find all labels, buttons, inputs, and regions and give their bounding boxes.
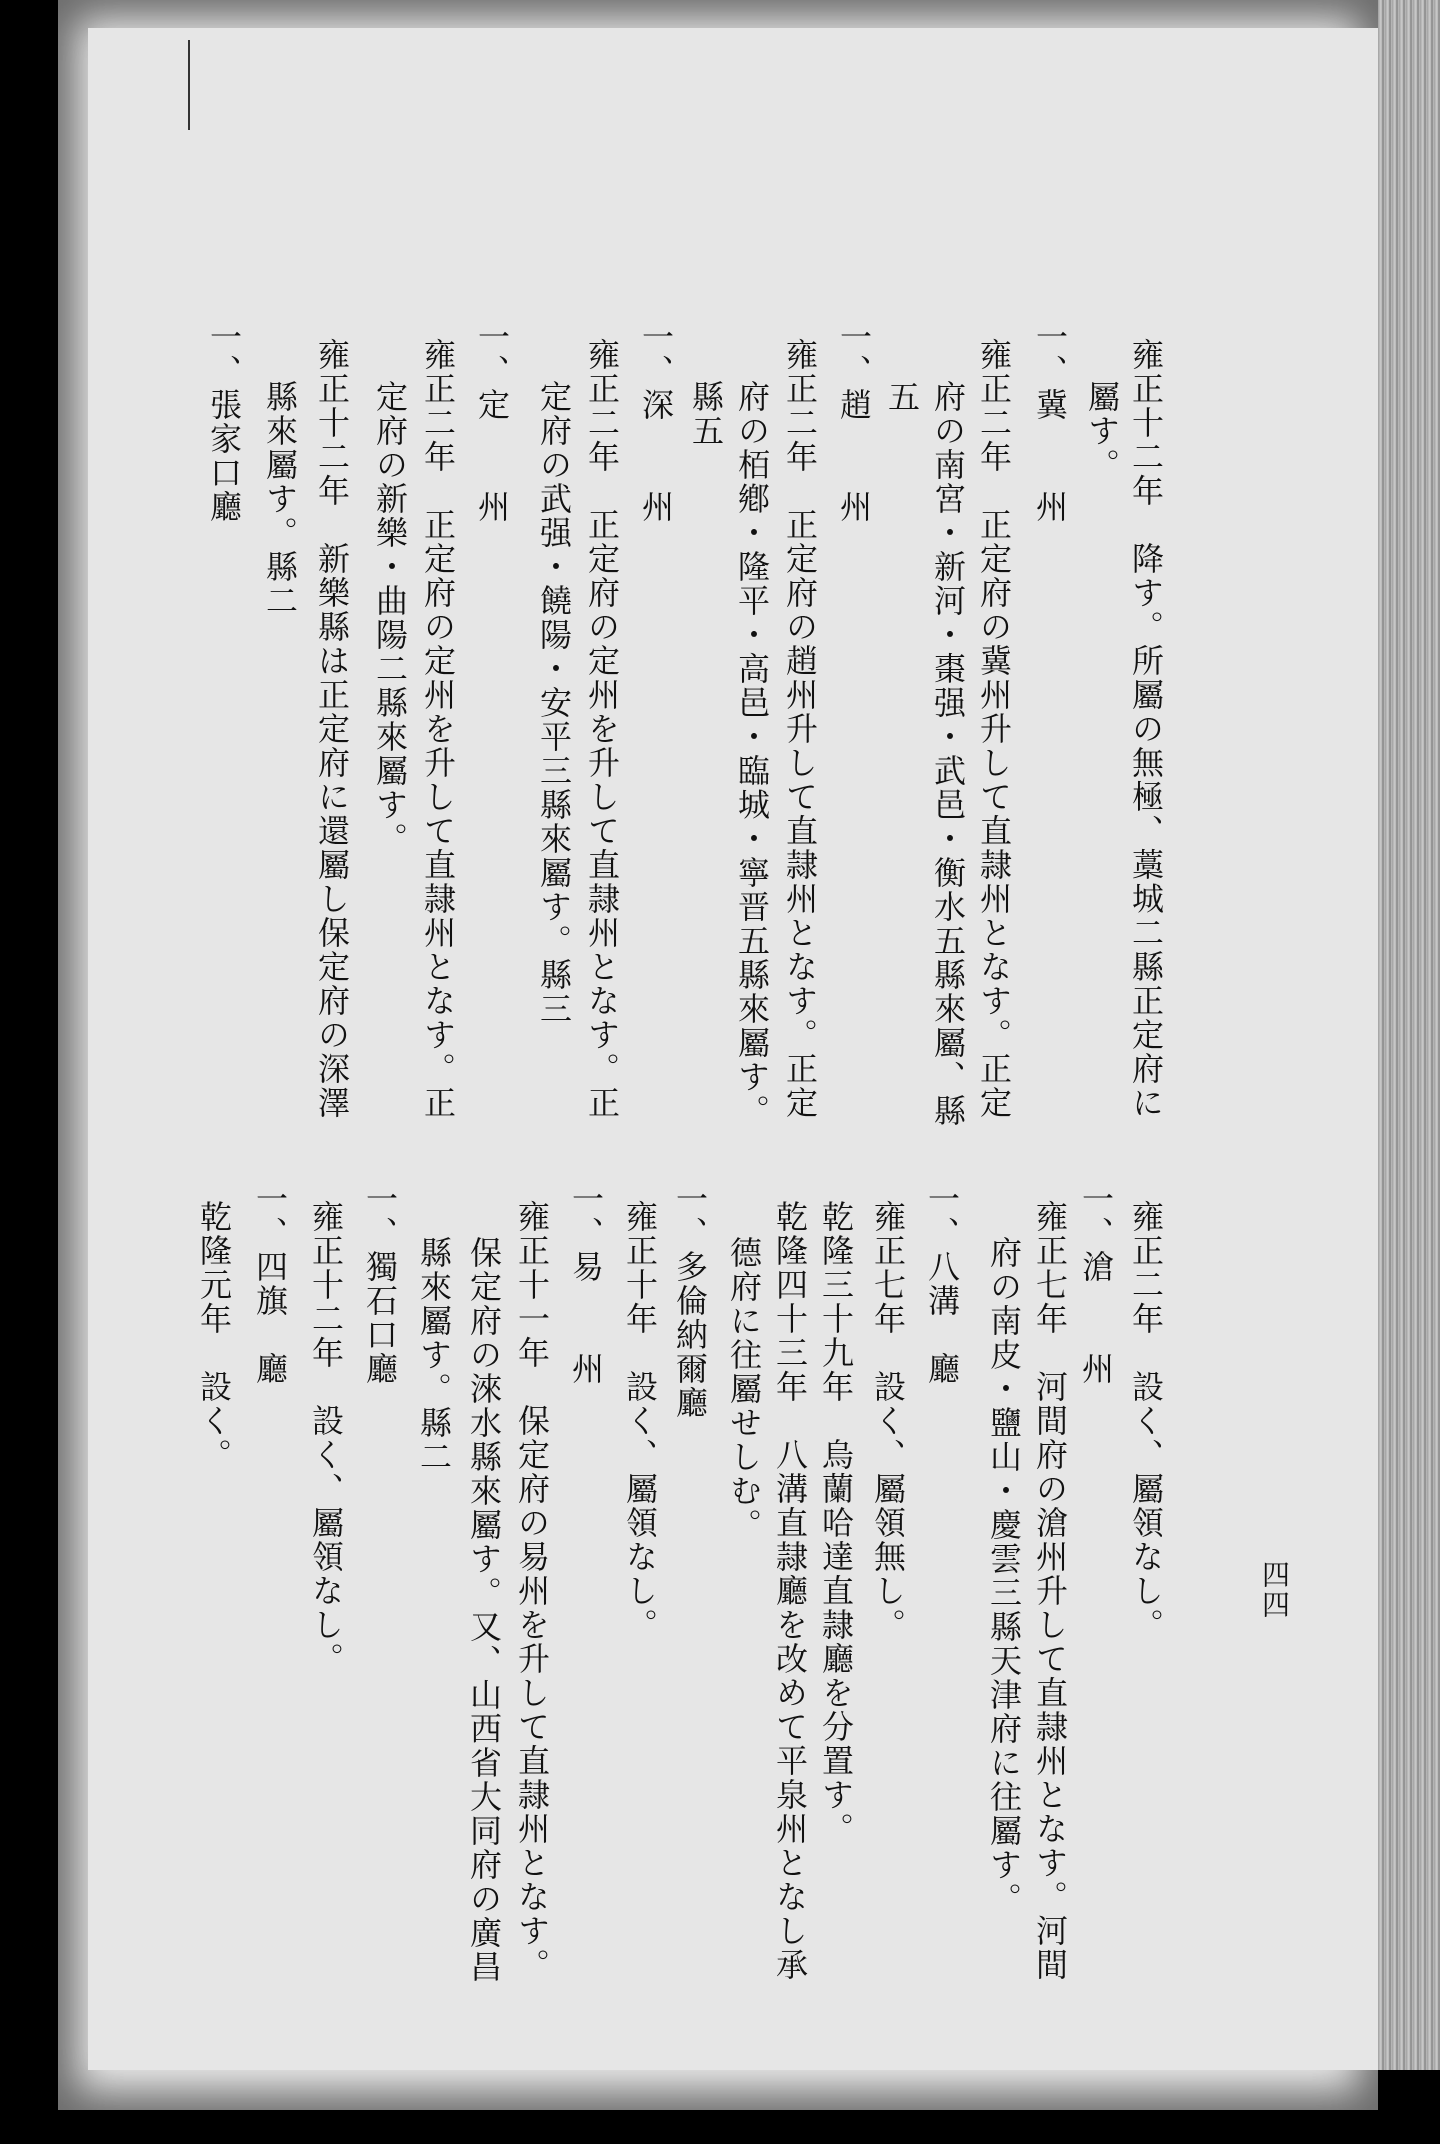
text-column: 雍正七年 河間府の滄州升して直隷州となす。河間 (1031, 1200, 1069, 1982)
text-column: 縣五 (687, 380, 725, 448)
text-column: 保定府の淶水縣來屬す。又、山西省大同府の廣昌 (465, 1236, 503, 1984)
text-column: 德府に往屬せしむ。 (725, 1236, 763, 1542)
text-column: 雍正二年 正定府の趙州升して直隷州となす。正定 (781, 338, 819, 1120)
text-column: 屬す。 (1083, 380, 1121, 482)
text-column: 雍正十二年 降す。所屬の無極、藁城二縣正定府に (1127, 338, 1165, 1120)
text-column: 雍正七年 設く、屬領無し。 (869, 1200, 907, 1642)
text-column: 雍正二年 設く、屬領なし。 (1127, 1200, 1165, 1642)
text-column: 府の南宮・新河・棗强・武邑・衡水五縣來屬、縣 (929, 380, 967, 1128)
text-column: 雍正二年 正定府の定州を升して直隷州となす。正 (583, 338, 621, 1120)
text-column: 一、深 州 (637, 320, 675, 524)
text-column: 定府の新樂・曲陽二縣來屬す。 (371, 380, 409, 856)
text-column: 乾隆三十九年 烏蘭哈達直隷廳を分置す。 (817, 1200, 855, 1846)
text-column: 一、四旗 廳 (251, 1182, 289, 1386)
text-column: 一、定 州 (473, 320, 511, 524)
text-column: 乾隆元年 設く。 (195, 1200, 233, 1472)
text-column: 府の南皮・鹽山・慶雲三縣天津府に往屬す。 (985, 1236, 1023, 1916)
text-column: 一、滄 州 (1077, 1182, 1115, 1386)
text-column: 一、多倫納爾廳 (671, 1182, 709, 1420)
text-column: 五 (883, 380, 921, 414)
text-column: 雍正十二年 新樂縣は正定府に還屬し保定府の深澤 (313, 338, 351, 1120)
text-column: 雍正二年 正定府の冀州升して直隷州となす。正定 (975, 338, 1013, 1120)
text-column: 乾隆四十三年 八溝直隷廳を改めて平泉州となし承 (771, 1200, 809, 1982)
text-column: 雍正十一年 保定府の易州を升して直隷州となす。 (513, 1200, 551, 1982)
text-column: 一、獨石口廳 (361, 1182, 399, 1386)
text-column: 府の栢鄕・隆平・高邑・臨城・寧晋五縣來屬す。 (733, 380, 771, 1128)
text-column: 定府の武强・饒陽・安平三縣來屬す。縣三 (535, 380, 573, 1026)
text-column: 一、冀 州 (1031, 320, 1069, 524)
text-column: 一、張家口廳 (205, 320, 243, 524)
page-edges (1378, 0, 1440, 2070)
text-column: 雍正十二年 設く、屬領なし。 (307, 1200, 345, 1676)
text-column: 一、八溝 廳 (923, 1182, 961, 1386)
book-page (58, 0, 1378, 2110)
text-column: 雍正十年 設く、屬領なし。 (621, 1200, 659, 1642)
text-column: 縣來屬す。縣二 (261, 380, 299, 618)
text-column: 雍正二年 正定府の定州を升して直隷州となす。正 (419, 338, 457, 1120)
text-column: 一、趙 州 (835, 320, 873, 524)
page-number: 四四 (1258, 1560, 1291, 1620)
text-column: 縣來屬す。縣二 (415, 1236, 453, 1474)
text-column: 一、易 州 (567, 1182, 605, 1386)
gutter-mark (188, 40, 190, 130)
